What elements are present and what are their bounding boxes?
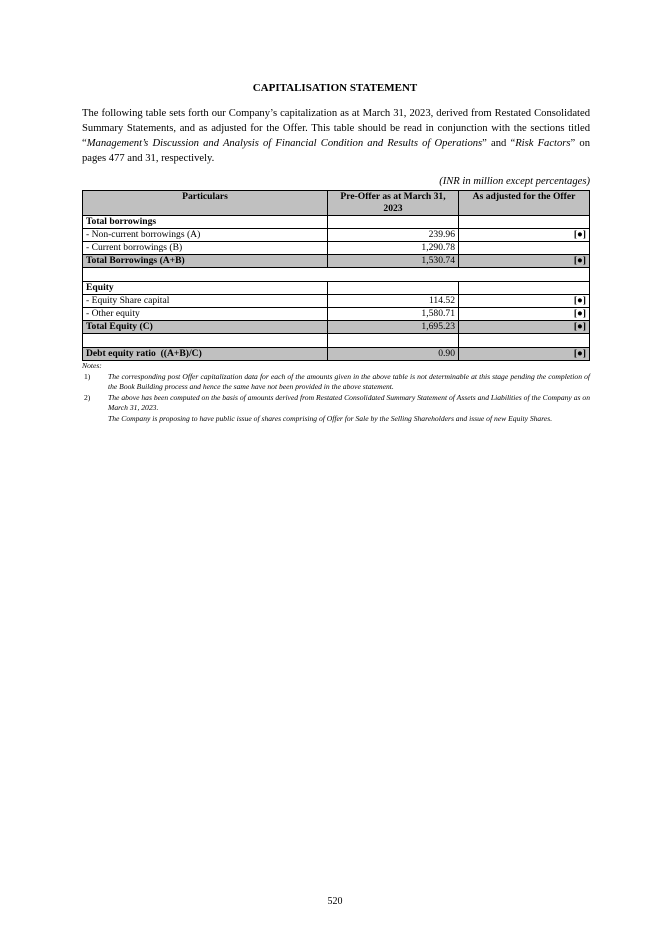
table-row	[83, 308, 590, 321]
cell: [●]	[459, 308, 590, 321]
cell: 1,290.78	[328, 242, 459, 255]
table-row	[83, 229, 590, 242]
table-spacer-row	[83, 268, 590, 282]
cell: [●]	[459, 229, 590, 242]
cell: 114.52	[328, 295, 459, 308]
intro-ref-risk: Risk Factors	[515, 138, 571, 149]
table-row-total	[83, 321, 590, 334]
cell: [●]	[459, 348, 590, 361]
cell	[328, 216, 459, 229]
cell: - Other equity	[83, 308, 328, 321]
capitalisation-table	[82, 190, 590, 361]
intro-ref-mdna: Management’s Discussion and Analysis of Financial Condition and Results of Operations	[86, 138, 483, 149]
table-row	[83, 295, 590, 308]
intro-text: The following table sets forth our Company’s capitalization as at March 31, 2023, derived from Restated Consolidated Summary Statements, and as adjusted for the Offer. This table should be read in conjunction with the sections titled “	[82, 108, 590, 149]
note-number: 2)	[84, 392, 91, 402]
unit-note: (INR in million except percentages)	[439, 176, 590, 187]
note-item	[82, 414, 590, 425]
table-row	[83, 282, 590, 295]
cell	[459, 216, 590, 229]
cell: Total Borrowings (A+B)	[83, 255, 328, 268]
cell: 239.96	[328, 229, 459, 242]
col-header: As adjusted for the Offer	[459, 191, 590, 216]
intro-paragraph	[82, 106, 590, 166]
intro-text: ” and “	[482, 138, 516, 149]
cell: [●]	[459, 295, 590, 308]
page-title: CAPITALISATION STATEMENT	[252, 82, 418, 94]
cell	[459, 282, 590, 295]
cell: - Non-current borrowings (A)	[83, 229, 328, 242]
table-header	[83, 191, 590, 216]
cell	[83, 334, 328, 348]
note-item	[82, 372, 590, 393]
cell: 1,695.23	[328, 321, 459, 334]
note-item	[82, 393, 590, 414]
cell	[328, 282, 459, 295]
cell: - Current borrowings (B)	[83, 242, 328, 255]
table-row	[83, 216, 590, 229]
col-header: Pre-Offer as at March 31, 2023	[328, 191, 459, 216]
note-number: 1)	[84, 371, 91, 381]
cell: [●]	[459, 255, 590, 268]
cell: Debt equity ratio ((A+B)/C)	[83, 348, 328, 361]
note-number	[82, 414, 108, 425]
table-spacer-row	[83, 334, 590, 348]
cell: Total borrowings	[83, 216, 328, 229]
cell: 0.90	[328, 348, 459, 361]
cell: - Equity Share capital	[83, 295, 328, 308]
cell: 1,580.71	[328, 308, 459, 321]
note-text: The corresponding post Offer capitalization data for each of the amounts given in the above table is not determinable at this stage pending the completion of the Book Building process and hence the same have not been provided in the above statement.	[108, 371, 590, 391]
cell	[459, 334, 590, 348]
notes-label: Notes:	[82, 361, 102, 370]
cell	[328, 334, 459, 348]
cell: Total Equity (C)	[83, 321, 328, 334]
notes	[82, 361, 590, 424]
cell: Equity	[83, 282, 328, 295]
intro-text: ” on pages 477 and 31, respectively.	[82, 138, 590, 164]
cell: 1,530.74	[328, 255, 459, 268]
cell	[459, 242, 590, 255]
cell: [●]	[459, 321, 590, 334]
col-header: Particulars	[83, 191, 328, 216]
note-text: The above has been computed on the basis of amounts derived from Restated Consolidated Summary Statement of Assets and Liabilities of the Company as on March 31, 2023.	[108, 392, 590, 412]
page-number: 520	[327, 896, 343, 907]
table-row	[83, 242, 590, 255]
note-text: The Company is proposing to have public issue of shares comprising of Offer for Sale by the Selling Shareholders and issue of new Equity Shares.	[108, 413, 553, 423]
table-row-total	[83, 255, 590, 268]
table-row-total	[83, 348, 590, 361]
cell	[83, 268, 590, 282]
